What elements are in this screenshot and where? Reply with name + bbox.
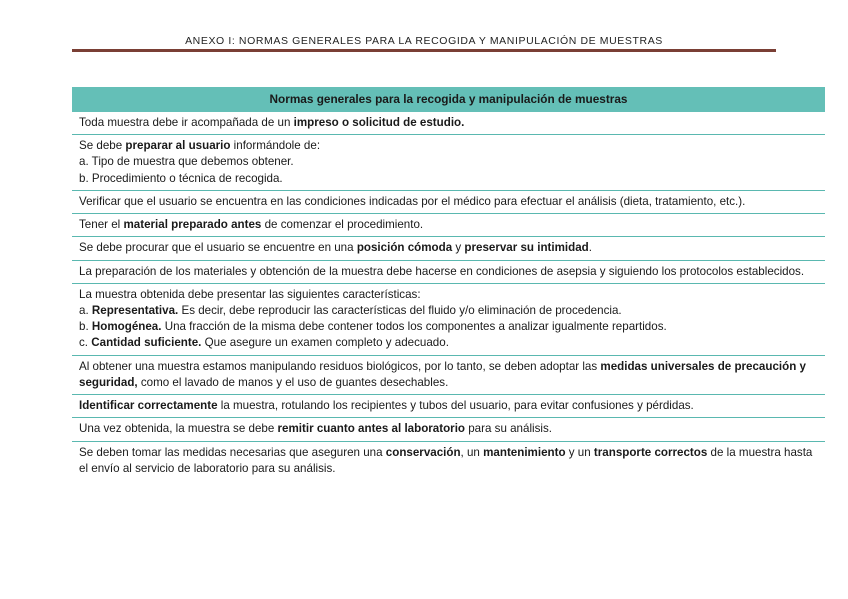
list-item: a. Tipo de muestra que debemos obtener.: [79, 155, 294, 169]
table-row: [72, 237, 825, 260]
table-row: [72, 214, 825, 237]
header-rule: [72, 49, 776, 52]
table-cell: [72, 260, 825, 283]
text: Al obtener una muestra estamos manipulando residuos biológicos, por lo tanto, se deben adoptar las: [79, 359, 601, 373]
bold-text: transporte correctos: [593, 445, 708, 459]
table-header-row: [72, 87, 825, 112]
text-line: [79, 138, 818, 154]
table-row: [72, 190, 825, 213]
bold-text: posición cómoda: [356, 241, 453, 255]
norms-table: [72, 87, 825, 480]
text: Se debe: [79, 139, 126, 153]
bold-text: material preparado antes: [123, 218, 262, 232]
text: Se deben tomar las medidas necesarias que aseguren una: [79, 445, 386, 459]
table-row: [72, 355, 825, 394]
bold-text: remitir cuanto antes al laboratorio: [277, 422, 465, 436]
table-row: [72, 283, 825, 355]
text: b.: [79, 320, 92, 334]
text: Una fracción de la misma debe contener todos los componentes a analizar igualmente repartidos.: [161, 320, 667, 334]
text: como el lavado de manos y el uso de guantes desechables.: [137, 375, 449, 389]
table-cell: [72, 135, 825, 191]
text: .: [588, 241, 592, 255]
table-cell: [72, 214, 825, 237]
text: Una vez obtenida, la muestra se debe: [79, 422, 278, 436]
bold-text: Representativa.: [91, 303, 179, 317]
text: informándole de:: [230, 139, 321, 153]
page-header: ANEXO I: NORMAS GENERALES PARA LA RECOGIDA Y MANIPULACIÓN DE MUESTRAS: [185, 35, 663, 47]
text: Verificar que el usuario se encuentra en las condiciones indicadas por el médico para efectuar el análisis (dieta, tratamiento, etc.).: [79, 194, 746, 208]
table-row: [72, 260, 825, 283]
bold-text: impreso o solicitud de estudio.: [293, 116, 465, 129]
bold-text: Cantidad suficiente.: [91, 336, 202, 350]
text: y: [452, 241, 465, 255]
table-cell: [72, 441, 825, 480]
bold-text: Homogénea.: [91, 320, 162, 334]
text-line: La muestra obtenida debe presentar las siguientes características:: [79, 287, 421, 301]
text: a.: [79, 303, 92, 317]
text: y un: [565, 445, 594, 459]
text: Que asegure un examen completo y adecuado.: [201, 336, 449, 350]
table-heading: Normas generales para la recogida y manipulación de muestras: [72, 87, 825, 112]
text: Se debe procurar que el usuario se encuentre en una: [79, 241, 357, 255]
text: de comenzar el procedimiento.: [261, 218, 424, 232]
bold-text: preparar al usuario: [125, 139, 231, 153]
table-row: [72, 395, 825, 418]
bold-text: Identificar correctamente: [79, 399, 218, 413]
list-item: [79, 335, 818, 351]
text: c.: [79, 336, 92, 350]
table-row: [72, 418, 825, 441]
bold-text: preservar su intimidad: [464, 241, 589, 255]
list-item: b. Procedimiento o técnica de recogida.: [79, 171, 283, 185]
text: Tener el: [79, 218, 124, 232]
text: , un: [460, 445, 484, 459]
table-cell: [72, 418, 825, 441]
table-row: [72, 112, 825, 135]
text: la muestra, rotulando los recipientes y tubos del usuario, para evitar confusiones y pérdidas.: [217, 399, 694, 413]
text: La preparación de los materiales y obtención de la muestra debe hacerse en condiciones de asepsia y siguiendo los protocolos establecidos.: [79, 264, 805, 278]
bold-text: conservación: [385, 445, 461, 459]
text: para su análisis.: [465, 422, 552, 436]
text: de la muestra hasta el envío al servicio de laboratorio para su análisis.: [79, 445, 813, 475]
table-cell: [72, 190, 825, 213]
text: Toda muestra debe ir acompañada de un: [79, 116, 294, 129]
table-cell: [72, 283, 825, 355]
table-cell: [72, 237, 825, 260]
table-cell: [72, 112, 825, 135]
table-cell: [72, 395, 825, 418]
table-row: [72, 441, 825, 480]
table-cell: [72, 355, 825, 394]
list-item: [79, 319, 818, 335]
text: Es decir, debe reproducir las características del fluido y/o eliminación de procedencia.: [178, 303, 622, 317]
bold-text: medidas universales de precaución y seguridad,: [79, 359, 806, 389]
list-item: [79, 303, 818, 319]
bold-text: mantenimiento: [483, 445, 566, 459]
table-row: [72, 135, 825, 191]
